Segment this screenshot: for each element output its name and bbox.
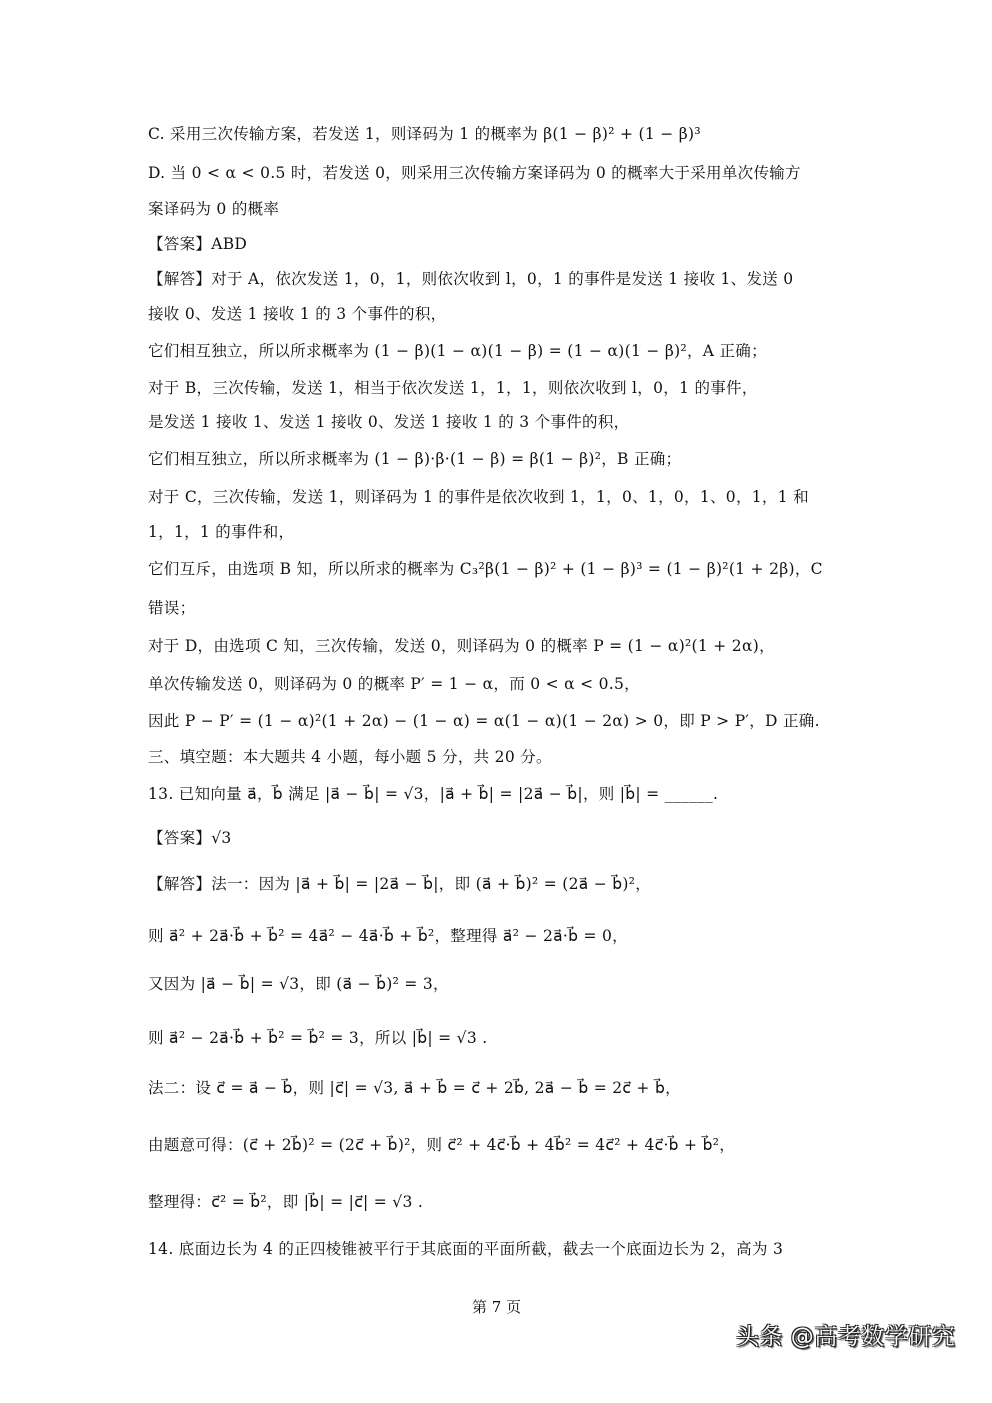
solution-13-line: 则 a⃗² − 2a⃗·b⃗ + b⃗² = b⃗² = 3，所以 |b⃗| = √3 .	[148, 1029, 488, 1047]
solution-13-line: 则 a⃗² + 2a⃗·b⃗ + b⃗² = 4a⃗² − 4a⃗·b⃗ + b⃗²，整理得 a⃗² − 2a⃗·b⃗ = 0，	[148, 927, 628, 945]
solution-12-line: 是发送 1 接收 1、发送 1 接收 0、发送 1 接收 1 的 3 个事件的积，	[148, 413, 630, 431]
page-number: 第 7 页	[472, 1298, 522, 1316]
section-heading-fill-in: 三、填空题：本大题共 4 小题，每小题 5 分，共 20 分。	[148, 748, 552, 766]
question-14: 14. 底面边长为 4 的正四棱锥被平行于其底面的平面所截，截去一个底面边长为 2，高为 3	[148, 1240, 784, 1258]
solution-12-line: 单次传输发送 0，则译码为 0 的概率 P′ = 1 − α，而 0 < α < 0.5，	[148, 675, 640, 693]
solution-12-line: 对于 C，三次传输，发送 1，则译码为 1 的事件是依次收到 1，1，0、1，0，1、0，1，1 和	[148, 488, 809, 506]
solution-12-line: 接收 0、发送 1 接收 1 的 3 个事件的积，	[148, 305, 447, 323]
solution-13-line: 又因为 |a⃗ − b⃗| = √3，即 (a⃗ − b⃗)² = 3，	[148, 975, 449, 993]
option-c: C. 采用三次传输方案，若发送 1，则译码为 1 的概率为 β(1 − β)² + (1 − β)³	[148, 125, 701, 143]
solution-13-line: 由题意可得：(c⃗ + 2b⃗)² = (2c⃗ + b⃗)²，则 c⃗² + 4c⃗·b⃗ + 4b⃗² = 4c⃗² + 4c⃗·b⃗ + b⃗²，	[148, 1136, 736, 1154]
solution-12-line: 对于 D，由选项 C 知，三次传输，发送 0，则译码为 0 的概率 P = (1 − α)²(1 + 2α)，	[148, 637, 775, 655]
solution-12-line: 错误；	[148, 599, 196, 617]
solution-12-line: 【解答】对于 A，依次发送 1，0，1，则依次收到 l，0，1 的事件是发送 1 接收 1、发送 0	[148, 270, 794, 288]
option-d-line-1: D. 当 0 < α < 0.5 时，若发送 0，则采用三次传输方案译码为 0 的概率大于采用单次传输方	[148, 164, 801, 182]
solution-12-line: 它们相互独立，所以所求概率为 (1 − β)(1 − α)(1 − β) = (1 − α)(1 − β)²，A 正确；	[148, 342, 767, 360]
answer-13: 【答案】√3	[148, 829, 232, 847]
solution-12-line: 对于 B，三次传输，发送 1，相当于依次发送 1，1，1，则依次收到 l，0，1 的事件，	[148, 379, 758, 397]
solution-13-line: 法二：设 c⃗ = a⃗ − b⃗，则 |c⃗| = √3, a⃗ + b⃗ = c⃗ + 2b⃗, 2a⃗ − b⃗ = 2c⃗ + b⃗，	[148, 1079, 681, 1097]
question-13: 13. 已知向量 a⃗，b⃗ 满足 |a⃗ − b⃗| = √3，|a⃗ + b⃗| = |2a⃗ − b⃗|，则 |b⃗| = ______.	[148, 785, 719, 803]
option-d-line-2: 案译码为 0 的概率	[148, 200, 280, 218]
watermark: 头条 @高考数学研究	[736, 1324, 956, 1350]
solution-12-line: 它们相互独立，所以所求概率为 (1 − β)·β·(1 − β) = β(1 − β)²，B 正确；	[148, 450, 682, 468]
solution-13-line: 整理得：c⃗² = b⃗²，即 |b⃗| = |c⃗| = √3 .	[148, 1193, 424, 1211]
solution-13-line: 【解答】法一：因为 |a⃗ + b⃗| = |2a⃗ − b⃗|，即 (a⃗ + b⃗)² = (2a⃗ − b⃗)²，	[148, 875, 652, 893]
solution-12-line: 它们互斥，由选项 B 知，所以所求的概率为 C₃²β(1 − β)² + (1 − β)³ = (1 − β)²(1 + 2β)，C	[148, 560, 823, 578]
solution-12-line: 因此 P − P′ = (1 − α)²(1 + 2α) − (1 − α) = α(1 − α)(1 − 2α) > 0，即 P > P′，D 正确.	[148, 712, 820, 730]
solution-12-line: 1，1，1 的事件和，	[148, 523, 295, 541]
answer-12: 【答案】ABD	[148, 235, 248, 253]
